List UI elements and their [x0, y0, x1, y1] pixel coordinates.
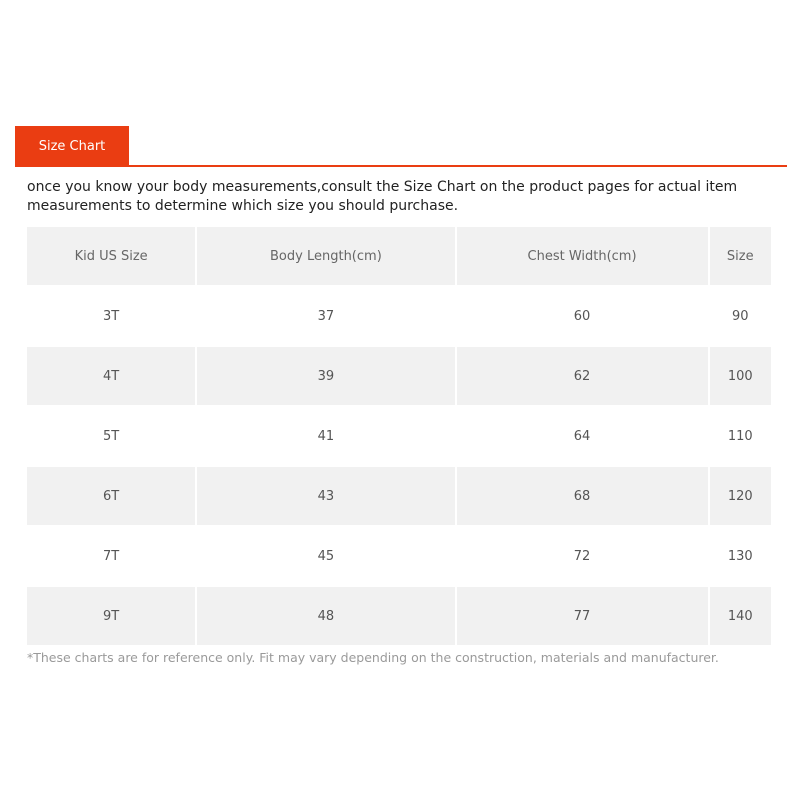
cell-chest-width: 72: [457, 527, 708, 585]
header-kid-us-size: Kid US Size: [27, 227, 195, 285]
cell-kid-us-size: 5T: [27, 407, 195, 465]
cell-kid-us-size: 7T: [27, 527, 195, 585]
cell-chest-width: 77: [457, 587, 708, 645]
cell-size: 90: [710, 287, 771, 345]
size-chart-tab-bar: [15, 126, 787, 167]
table-row: [27, 407, 771, 465]
cell-body-length: 43: [197, 467, 454, 525]
cell-chest-width: 64: [457, 407, 708, 465]
tab-underline: [15, 165, 787, 167]
table-row: [27, 587, 771, 645]
cell-size: 130: [710, 527, 771, 585]
cell-size: 120: [710, 467, 771, 525]
cell-chest-width: 68: [457, 467, 708, 525]
table-row: [27, 287, 771, 345]
cell-body-length: 41: [197, 407, 454, 465]
header-chest-width: Chest Width(cm): [457, 227, 708, 285]
cell-chest-width: 62: [457, 347, 708, 405]
cell-size: 140: [710, 587, 771, 645]
header-size: Size: [710, 227, 771, 285]
cell-body-length: 37: [197, 287, 454, 345]
cell-kid-us-size: 9T: [27, 587, 195, 645]
header-body-length: Body Length(cm): [197, 227, 454, 285]
cell-kid-us-size: 4T: [27, 347, 195, 405]
size-chart-tab[interactable]: Size Chart: [15, 126, 129, 165]
cell-chest-width: 60: [457, 287, 708, 345]
size-table: [25, 225, 773, 647]
table-row: [27, 347, 771, 405]
cell-size: 110: [710, 407, 771, 465]
intro-text: once you know your body measurements,consult the Size Chart on the product pages for actual item measurements to determine which size you should purchase.: [27, 179, 738, 214]
table-header-row: [27, 227, 771, 285]
cell-size: 100: [710, 347, 771, 405]
cell-body-length: 48: [197, 587, 454, 645]
table-row: [27, 527, 771, 585]
cell-kid-us-size: 3T: [27, 287, 195, 345]
table-row: [27, 467, 771, 525]
cell-kid-us-size: 6T: [27, 467, 195, 525]
cell-body-length: 39: [197, 347, 454, 405]
reference-footnote: *These charts are for reference only. Fit may vary depending on the construction, materials and manufacturer.: [27, 650, 719, 665]
cell-body-length: 45: [197, 527, 454, 585]
